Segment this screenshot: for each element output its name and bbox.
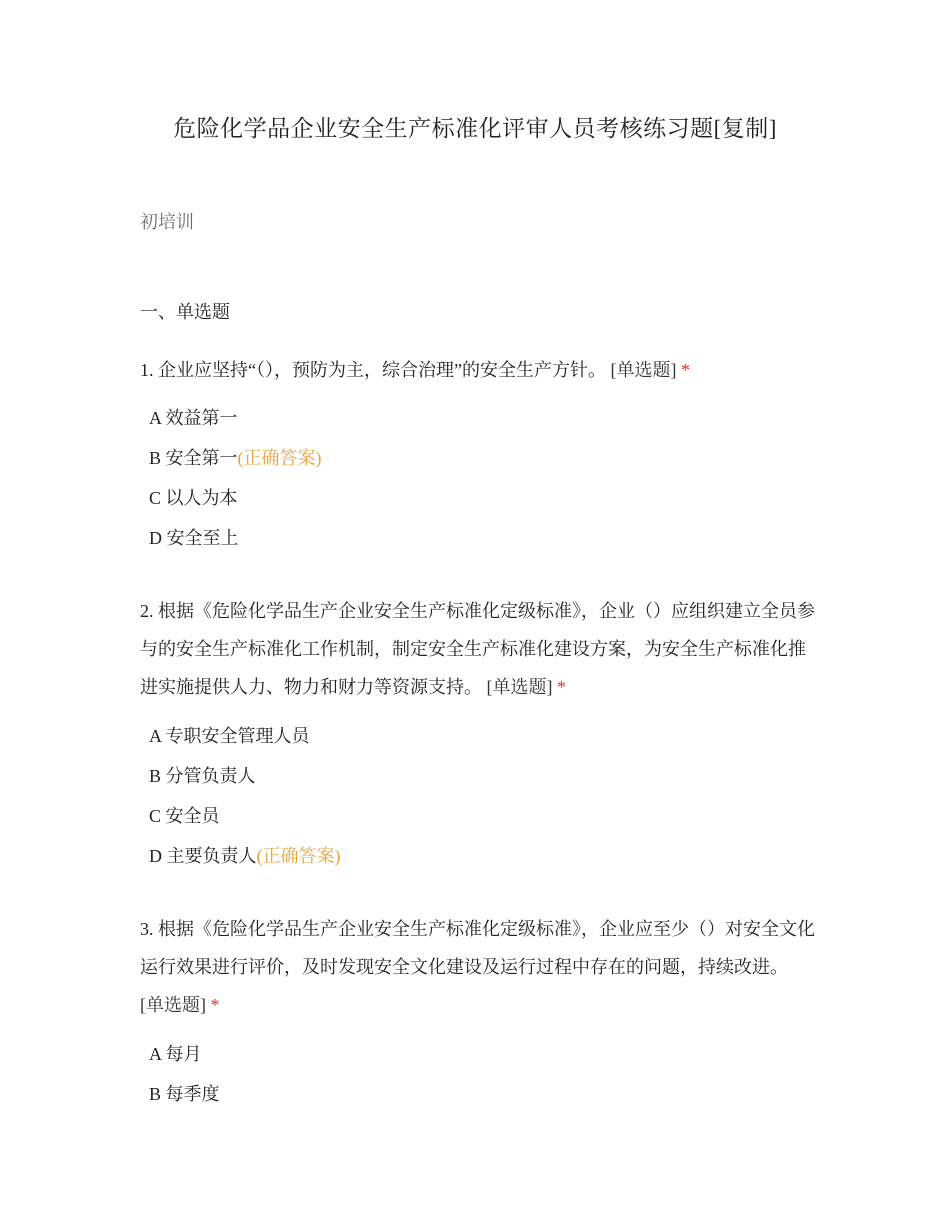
- option-3b[interactable]: [149, 1080, 220, 1106]
- option-letter: A: [149, 726, 162, 746]
- question-1: [140, 351, 815, 389]
- required-marker: *: [557, 677, 566, 697]
- option-1d[interactable]: [149, 524, 239, 550]
- option-text: 安全员: [165, 806, 220, 826]
- option-2b[interactable]: [149, 762, 256, 788]
- document-subtitle: 初培训: [140, 212, 194, 232]
- question-1-text: 1. 企业应坚持“（），预防为主，综合治理”的安全生产方针。: [140, 360, 606, 380]
- option-text: 专职安全管理人员: [165, 726, 310, 746]
- question-2: [140, 592, 815, 706]
- option-1a[interactable]: [149, 404, 238, 430]
- option-2a[interactable]: [149, 722, 310, 748]
- option-letter: B: [149, 766, 162, 786]
- option-2d[interactable]: [149, 842, 341, 868]
- option-letter: C: [149, 806, 162, 826]
- option-letter: D: [149, 528, 162, 548]
- option-letter: B: [149, 1084, 162, 1104]
- question-type-label: [单选题]: [610, 360, 677, 380]
- section-heading: 一、单选题: [140, 302, 230, 322]
- option-text: 每月: [165, 1044, 202, 1064]
- option-text: 以人为本: [165, 488, 238, 508]
- option-text: 主要负责人: [166, 846, 257, 866]
- option-text: 效益第一: [165, 408, 238, 428]
- option-1c[interactable]: [149, 484, 238, 510]
- required-marker: *: [680, 360, 690, 380]
- option-text: 每季度: [165, 1084, 220, 1104]
- option-letter: B: [149, 448, 162, 468]
- correct-answer-tag: (正确答案): [256, 846, 341, 866]
- option-3a[interactable]: [149, 1040, 202, 1066]
- document-title: 危险化学品企业安全生产标准化评审人员考核练习题[复制]: [173, 116, 777, 141]
- option-2c[interactable]: [149, 802, 220, 828]
- option-letter: C: [149, 488, 162, 508]
- correct-answer-tag: (正确答案): [237, 448, 322, 468]
- required-marker: *: [210, 995, 220, 1015]
- option-text: 安全第一: [165, 448, 238, 468]
- option-1b[interactable]: [149, 444, 322, 470]
- question-type-label: [单选题]: [140, 995, 206, 1015]
- question-2-text: 2. 根据《危险化学品生产企业安全生产标准化定级标准》，企业（）应组织建立全员参与的安全生产标准化工作机制，制定安全生产标准化建设方案，为安全生产标准化推进实施提供人力、物力和财力等资源支持。: [140, 601, 815, 697]
- option-text: 安全至上: [166, 528, 239, 548]
- option-letter: D: [149, 846, 162, 866]
- question-type-label: [单选题]: [486, 677, 553, 697]
- question-3: [140, 910, 815, 1024]
- option-text: 分管负责人: [165, 766, 256, 786]
- question-3-text: 3. 根据《危险化学品生产企业安全生产标准化定级标准》，企业应至少（）对安全文化运行效果进行评价，及时发现安全文化建设及运行过程中存在的问题，持续改进。: [140, 919, 815, 977]
- option-letter: A: [149, 1044, 162, 1064]
- option-letter: A: [149, 408, 162, 428]
